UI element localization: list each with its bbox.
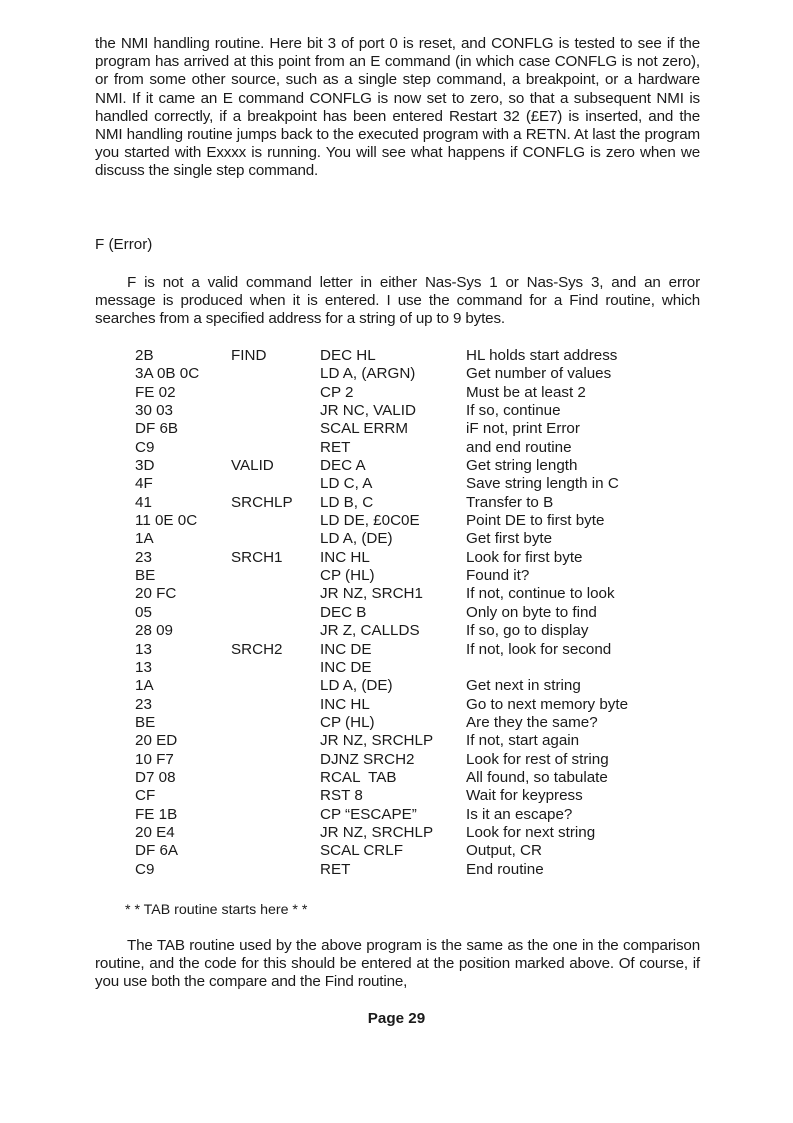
code-row bbox=[95, 585, 700, 603]
code-hex: 11 0E 0C bbox=[135, 512, 198, 530]
code-instruction: SCAL ERRM bbox=[320, 420, 409, 438]
code-comment: If not, start again bbox=[466, 732, 580, 750]
code-hex: 23 bbox=[135, 695, 152, 713]
section-heading: F (Error) bbox=[95, 236, 153, 253]
code-row bbox=[95, 732, 700, 750]
code-instruction: INC HL bbox=[320, 695, 370, 713]
code-instruction: INC DE bbox=[320, 640, 372, 658]
code-instruction: LD A, (DE) bbox=[320, 530, 393, 548]
code-hex: 20 FC bbox=[135, 585, 177, 603]
code-hex: 05 bbox=[135, 603, 152, 621]
code-instruction: CP “ESCAPE” bbox=[320, 805, 417, 823]
code-instruction: INC DE bbox=[320, 658, 372, 676]
code-row bbox=[95, 494, 700, 512]
code-instruction: CP 2 bbox=[320, 383, 354, 401]
code-comment: Get next in string bbox=[466, 677, 581, 695]
code-comment: If not, continue to look bbox=[466, 585, 615, 603]
code-instruction: JR Z, CALLDS bbox=[320, 622, 420, 640]
code-row bbox=[95, 659, 700, 677]
code-instruction: CP (HL) bbox=[320, 567, 375, 585]
code-hex: 1A bbox=[135, 530, 154, 548]
code-comment: Get string length bbox=[466, 457, 578, 475]
code-row bbox=[95, 420, 700, 438]
code-comment: Go to next memory byte bbox=[466, 695, 629, 713]
code-hex: 23 bbox=[135, 548, 152, 566]
code-comment: Found it? bbox=[466, 567, 530, 585]
code-comment: End routine bbox=[466, 860, 544, 878]
code-hex: C9 bbox=[135, 860, 155, 878]
code-row bbox=[95, 475, 700, 493]
code-row bbox=[95, 641, 700, 659]
code-instruction: LD A, (ARGN) bbox=[320, 365, 416, 383]
code-row bbox=[95, 787, 700, 805]
code-instruction: LD B, C bbox=[320, 493, 374, 511]
code-comment: Look for first byte bbox=[466, 548, 583, 566]
code-hex: FE 02 bbox=[135, 383, 176, 401]
code-comment: Wait for keypress bbox=[466, 787, 583, 805]
code-label: SRCHLP bbox=[231, 493, 293, 511]
code-row bbox=[95, 512, 700, 530]
code-instruction: DJNZ SRCH2 bbox=[320, 750, 415, 768]
code-instruction: JR NZ, SRCHLP bbox=[320, 823, 434, 841]
code-row bbox=[95, 365, 700, 383]
code-comment: If so, continue bbox=[466, 402, 561, 420]
code-row bbox=[95, 861, 700, 879]
tab-routine-note: * * TAB routine starts here * * bbox=[125, 902, 308, 918]
code-instruction: CP (HL) bbox=[320, 713, 375, 731]
code-row bbox=[95, 714, 700, 732]
code-row bbox=[95, 696, 700, 714]
code-hex: 3D bbox=[135, 457, 155, 475]
code-hex: 13 bbox=[135, 658, 152, 676]
code-row bbox=[95, 439, 700, 457]
code-comment: Output, CR bbox=[466, 842, 542, 860]
code-hex: DF 6B bbox=[135, 420, 179, 438]
code-comment: All found, so tabulate bbox=[466, 768, 608, 786]
section-paragraph: F is not a valid command letter in either Nas-Sys 1 or Nas-Sys 3, and an error message is produced when it is entered. I use the command for a Find routine, which searches from a specified address for a string of up to 9 bytes. bbox=[95, 274, 700, 328]
code-hex: 41 bbox=[135, 493, 152, 511]
code-comment: Get number of values bbox=[466, 365, 612, 383]
code-instruction: RCAL TAB bbox=[320, 768, 397, 786]
code-instruction: LD C, A bbox=[320, 475, 373, 493]
code-row bbox=[95, 824, 700, 842]
code-row bbox=[95, 402, 700, 420]
code-row bbox=[95, 677, 700, 695]
code-row bbox=[95, 457, 700, 475]
code-row bbox=[95, 622, 700, 640]
code-comment: Look for next string bbox=[466, 823, 596, 841]
code-hex: BE bbox=[135, 713, 156, 731]
code-comment: Are they the same? bbox=[466, 713, 598, 731]
code-comment: Save string length in C bbox=[466, 475, 619, 493]
code-instruction: INC HL bbox=[320, 548, 370, 566]
code-hex: D7 08 bbox=[135, 768, 176, 786]
code-row bbox=[95, 567, 700, 585]
code-comment: HL holds start address bbox=[466, 347, 618, 364]
code-hex: DF 6A bbox=[135, 842, 179, 860]
code-hex: C9 bbox=[135, 438, 155, 456]
code-instruction: DEC HL bbox=[320, 347, 376, 364]
code-comment: Is it an escape? bbox=[466, 805, 573, 823]
code-hex: 20 E4 bbox=[135, 823, 175, 841]
code-instruction: LD DE, £0C0E bbox=[320, 512, 420, 530]
code-row bbox=[95, 842, 700, 860]
code-hex: 30 03 bbox=[135, 402, 174, 420]
intro-paragraph: the NMI handling routine. Here bit 3 of port 0 is reset, and CONFLG is tested to see if the program has arrived at this point from an E command (in which case CONFLG is not zero), or from some other source, such as a single step command, a breakpoint, or a hardware NMI. If it came an E command CONFLG is now set to zero, so that a subsequent NMI is handled correctly, if a breakpoint has been entered Restart 32 (£E7) is inserted, and the NMI handling routine jumps back to the executed program with a RETN. At last the program you started with Exxxx is running. You will see what happens if CONFLG is zero when we discuss the single step command. bbox=[95, 35, 700, 180]
code-hex: 28 09 bbox=[135, 622, 174, 640]
code-row bbox=[95, 530, 700, 548]
code-hex: CF bbox=[135, 787, 156, 805]
code-comment: Must be at least 2 bbox=[466, 383, 586, 401]
code-instruction: DEC B bbox=[320, 603, 367, 621]
code-instruction: SCAL CRLF bbox=[320, 842, 403, 860]
code-comment: and end routine bbox=[466, 438, 572, 456]
page-number: Page 29 bbox=[367, 1010, 426, 1027]
code-hex: FE 1B bbox=[135, 805, 178, 823]
code-instruction: JR NZ, SRCHLP bbox=[320, 732, 434, 750]
code-instruction: RST 8 bbox=[320, 787, 363, 805]
code-label: SRCH1 bbox=[231, 548, 283, 566]
code-hex: 1A bbox=[135, 677, 154, 695]
code-hex: 10 F7 bbox=[135, 750, 174, 768]
code-comment: Transfer to B bbox=[466, 493, 554, 511]
code-comment: If so, go to display bbox=[466, 622, 589, 640]
code-label: SRCH2 bbox=[231, 640, 283, 658]
code-instruction: JR NZ, SRCH1 bbox=[320, 585, 423, 603]
code-label: VALID bbox=[231, 457, 274, 475]
code-row bbox=[95, 751, 700, 769]
code-instruction: LD A, (DE) bbox=[320, 677, 393, 695]
code-row bbox=[95, 384, 700, 402]
code-comment: Look for rest of string bbox=[466, 750, 609, 768]
code-hex: 20 ED bbox=[135, 732, 178, 750]
code-label: FIND bbox=[231, 347, 267, 364]
code-instruction: RET bbox=[320, 438, 351, 456]
code-comment: Only on byte to find bbox=[466, 603, 597, 621]
code-instruction: RET bbox=[320, 860, 351, 878]
code-comment: iF not, print Error bbox=[466, 420, 580, 438]
code-hex: 3A 0B 0C bbox=[135, 365, 200, 383]
code-listing bbox=[95, 347, 700, 879]
code-comment: If not, look for second bbox=[466, 640, 612, 658]
code-row bbox=[95, 549, 700, 567]
code-hex: 13 bbox=[135, 640, 152, 658]
code-hex: BE bbox=[135, 567, 156, 585]
code-row bbox=[95, 604, 700, 622]
closing-paragraph: The TAB routine used by the above program is the same as the one in the comparison routine, and the code for this should be entered at the position marked above. Of course, if you use both the compare and the Find routine, bbox=[95, 937, 700, 991]
code-row bbox=[95, 347, 700, 365]
code-row bbox=[95, 769, 700, 787]
code-instruction: JR NC, VALID bbox=[320, 402, 416, 420]
code-instruction: DEC A bbox=[320, 457, 366, 475]
code-comment: Point DE to first byte bbox=[466, 512, 605, 530]
code-hex: 4F bbox=[135, 475, 153, 493]
code-row bbox=[95, 806, 700, 824]
code-comment: Get first byte bbox=[466, 530, 553, 548]
code-hex: 2B bbox=[135, 347, 154, 364]
